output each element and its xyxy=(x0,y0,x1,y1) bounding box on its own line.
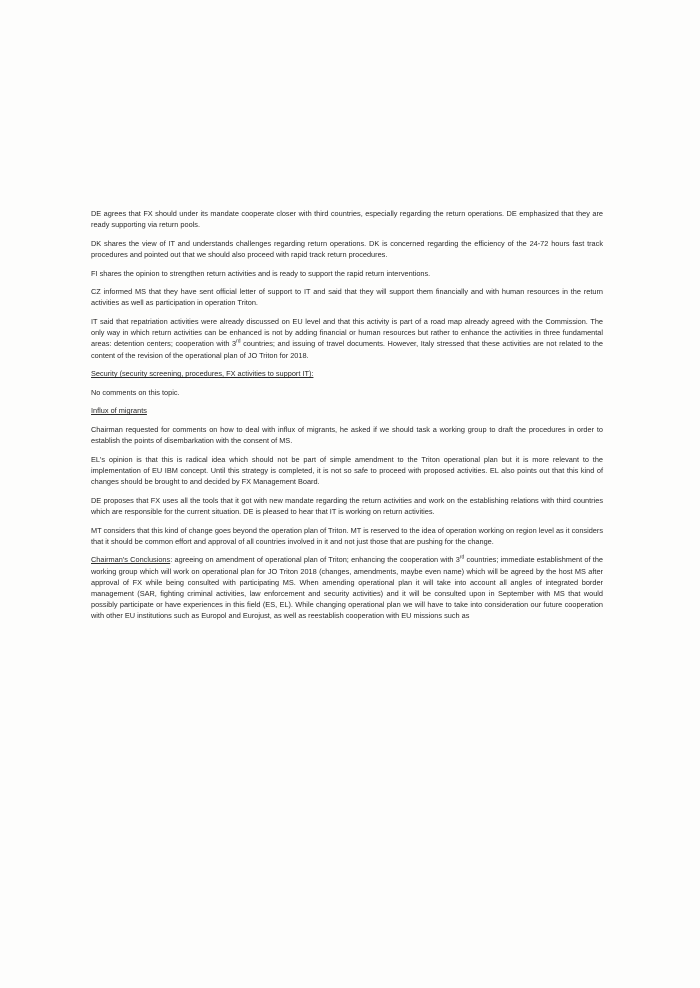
ordinal-superscript: rd xyxy=(459,554,465,561)
conclusions-label: Chairman's Conclusions xyxy=(91,555,171,565)
paragraph-it-said xyxy=(91,316,603,361)
paragraph-chairmans-conclusions xyxy=(91,554,603,621)
paragraph-mt-considers: MT considers that this kind of change goes beyond the operation plan of Triton. MT is reserved to the idea of operation working on region level as it considers that it should be common effort and approval of all countries involved in it and not just those that are pushing for the change. xyxy=(91,525,603,546)
paragraph-dk-shares: DK shares the view of IT and understands challenges regarding return operations. DK is concerned regarding the efficiency of the 24-72 hours fast track procedures and pointed out that we should also proceed with rapid track return procedures. xyxy=(91,238,603,259)
paragraph-no-comments: No comments on this topic. xyxy=(91,387,180,397)
section-heading-security: Security (security screening, procedures, FX activities to support IT): xyxy=(91,369,314,379)
ordinal-superscript: rd xyxy=(236,338,241,345)
document-body xyxy=(91,208,603,629)
paragraph-it-said-text-2: countries; and issuing of travel documents. However, Italy stressed that these activities are not related to the content of the revision of the operational plan of JO Triton for 2018. xyxy=(91,339,603,360)
paragraph-fi-shares: FI shares the opinion to strengthen return activities and is ready to support the rapid return interventions. xyxy=(91,268,431,278)
conclusions-text-1: : agreeing on amendment of operational plan of Triton; enhancing the cooperation with 3 xyxy=(170,555,460,565)
conclusions-text-2: countries; immediate establishment of the working group which will work on operational plan for JO Triton 2018 (changes, amendments, maybe even name) which will be agreed by the host MS after approval of FX while being consulted with participating MS. When amending operational plan it will take into account all angles of integrated border management (SAR, fighting criminal activities, law enforcement and security activities) and it will be consulted upon in September with MS that would possibly participate or have experiences in this field (ES, EL). While changing operational plan we will have to take into consideration our future cooperation with other EU institutions such as Europol and Eurojust, as well as reestablish cooperation with EU missions such as xyxy=(91,555,603,621)
paragraph-de-proposes: DE proposes that FX uses all the tools that it got with new mandate regarding the return activities and work on the establishing relations with third countries which are responsible for the current situation. DE is pleased to hear that IT is working on return activities. xyxy=(91,495,603,516)
paragraph-de-agrees: DE agrees that FX should under its mandate cooperate closer with third countries, especially regarding the return operations. DE emphasized that they are ready supporting via return pools. xyxy=(91,209,603,230)
paragraph-chairman-requested: Chairman requested for comments on how to deal with influx of migrants, he asked if we should task a working group to draft the procedures in order to establish the points of disembarkation with the consent of MS. xyxy=(91,424,603,446)
section-heading-influx: Influx of migrants xyxy=(91,406,147,416)
paragraph-cz-informed: CZ informed MS that they have sent official letter of support to IT and said that they will support them financially and with human resources in the return activities as well as participation in operation Triton. xyxy=(91,287,603,308)
paragraph-it-said-text-1: IT said that repatriation activities were already discussed on EU level and that this activity is part of a road map already agreed with the Commission. The only way in which return activities can be enhanced is not by adding financial or human resources but rather to enhance the activities in three fundamental areas: detention centers; cooperation with 3 xyxy=(91,316,603,349)
paragraph-el-opinion: EL's opinion is that this is radical idea which should not be part of simple amendment to the Triton operational plan but it is more relevant to the implementation of EU IBM concept. Until this strategy is completed, it is not so safe to proceed with proposed activities. EL also points out that this kind of changes should be brought to and decided by FX Management Board. xyxy=(91,454,603,487)
